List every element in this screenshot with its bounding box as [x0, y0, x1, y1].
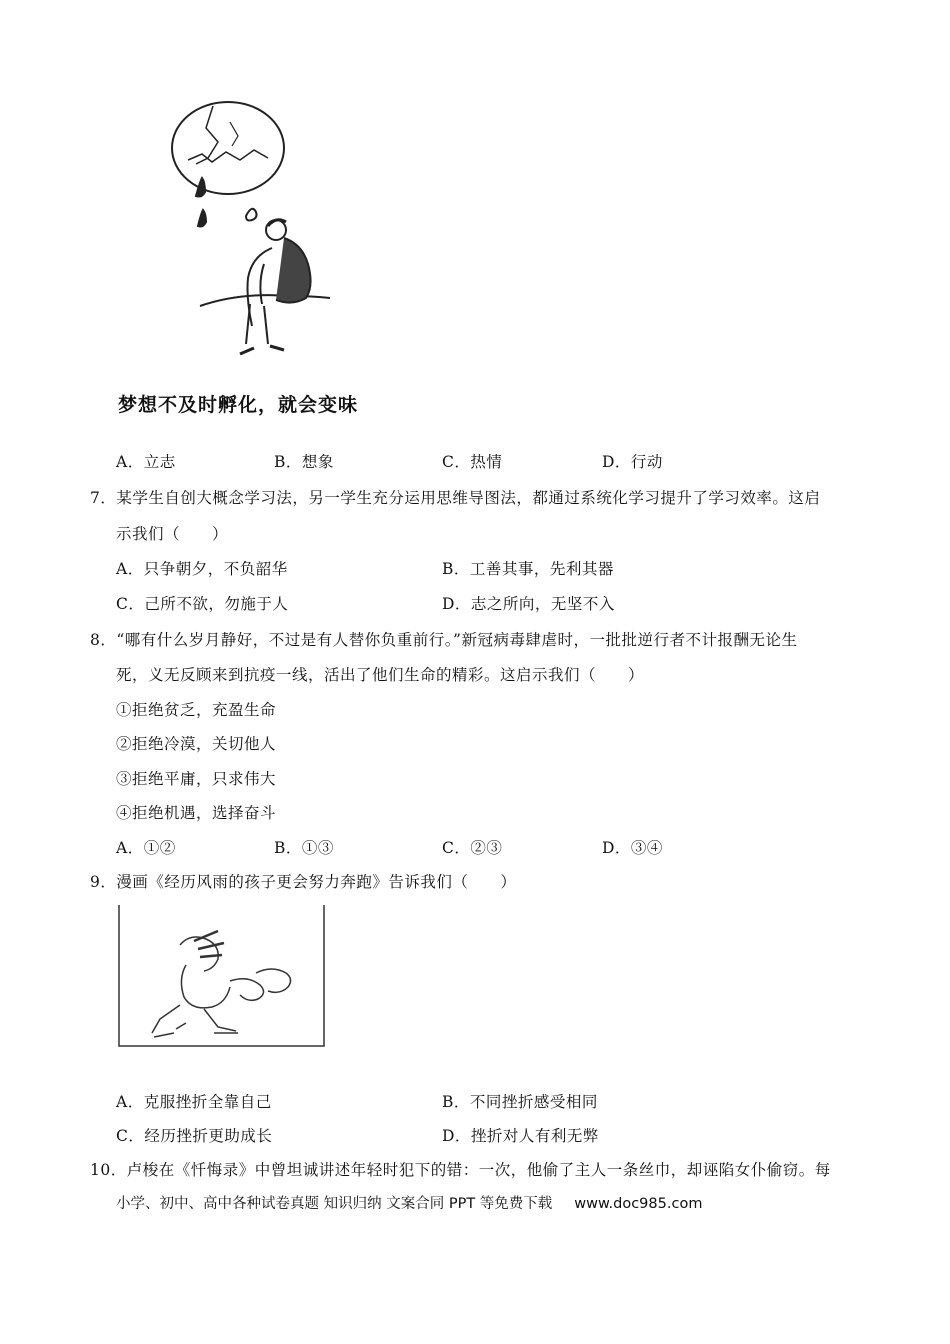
q9-option-c: C．经历挫折更助成长	[116, 1127, 273, 1145]
q6-option-b: B．想象	[274, 453, 334, 471]
q8-statement-4: ④拒绝机遇，选择奋斗	[116, 804, 277, 822]
page-footer	[116, 1192, 702, 1213]
q9-stem: 9．漫画《经历风雨的孩子更会努力奔跑》告诉我们（ ）	[90, 873, 517, 891]
q7-option-b: B．工善其事，先利其器	[442, 560, 614, 578]
q8-stem-line1: 8．“哪有什么岁月静好，不过是有人替你负重前行。”新冠病毒肆虐时，一批批逆行者不计报酬无论生	[90, 631, 798, 649]
q8-option-c: C．②③	[442, 839, 503, 857]
q7-stem-line2: 示我们（ ）	[116, 525, 229, 543]
dream-egg-cartoon	[168, 98, 368, 358]
q7-option-d: D．志之所向，无坚不入	[442, 595, 615, 613]
q8-statement-2: ②拒绝冷漠，关切他人	[116, 735, 277, 753]
q9-option-a: A．克服挫折全靠自己	[116, 1093, 272, 1111]
q7-option-a: A．只争朝夕，不负韶华	[116, 560, 288, 578]
footer-text: 小学、初中、高中各种试卷真题 知识归纳 文案合同 PPT 等免费下载	[116, 1196, 553, 1212]
q6-option-c: C．热情	[442, 453, 503, 471]
q8-option-b: B．①③	[274, 839, 334, 857]
q9-option-d: D．挫折对人有利无弊	[442, 1127, 599, 1145]
q6-option-a: A．立志	[116, 453, 176, 471]
cartoon1-caption: 梦想不及时孵化，就会变味	[118, 394, 359, 416]
q8-stem-line2: 死，义无反顾来到抗疫一线，活出了他们生命的精彩。这启示我们（ ）	[116, 666, 645, 684]
q8-statement-1: ①拒绝贫乏，充盈生命	[116, 701, 277, 719]
q8-option-a: A．①②	[116, 839, 176, 857]
running-child-cartoon	[116, 905, 328, 1049]
q8-statement-3: ③拒绝平庸，只求伟大	[116, 770, 277, 788]
q7-option-c: C．己所不欲，勿施于人	[116, 595, 289, 613]
q7-stem-line1: 7．某学生自创大概念学习法，另一学生充分运用思维导图法，都通过系统化学习提升了学习效率。这启	[90, 489, 821, 507]
q9-option-b: B．不同挫折感受相同	[442, 1093, 598, 1111]
q10-stem-line1: 10．卢梭在《忏悔录》中曾坦诚讲述年轻时犯下的错：一次，他偷了主人一条丝巾，却诬陷女仆偷窃。每	[90, 1161, 831, 1179]
footer-url[interactable]: www.doc985.com	[574, 1196, 703, 1212]
q6-option-d: D．行动	[602, 453, 663, 471]
q8-option-d: D．③④	[602, 839, 663, 857]
